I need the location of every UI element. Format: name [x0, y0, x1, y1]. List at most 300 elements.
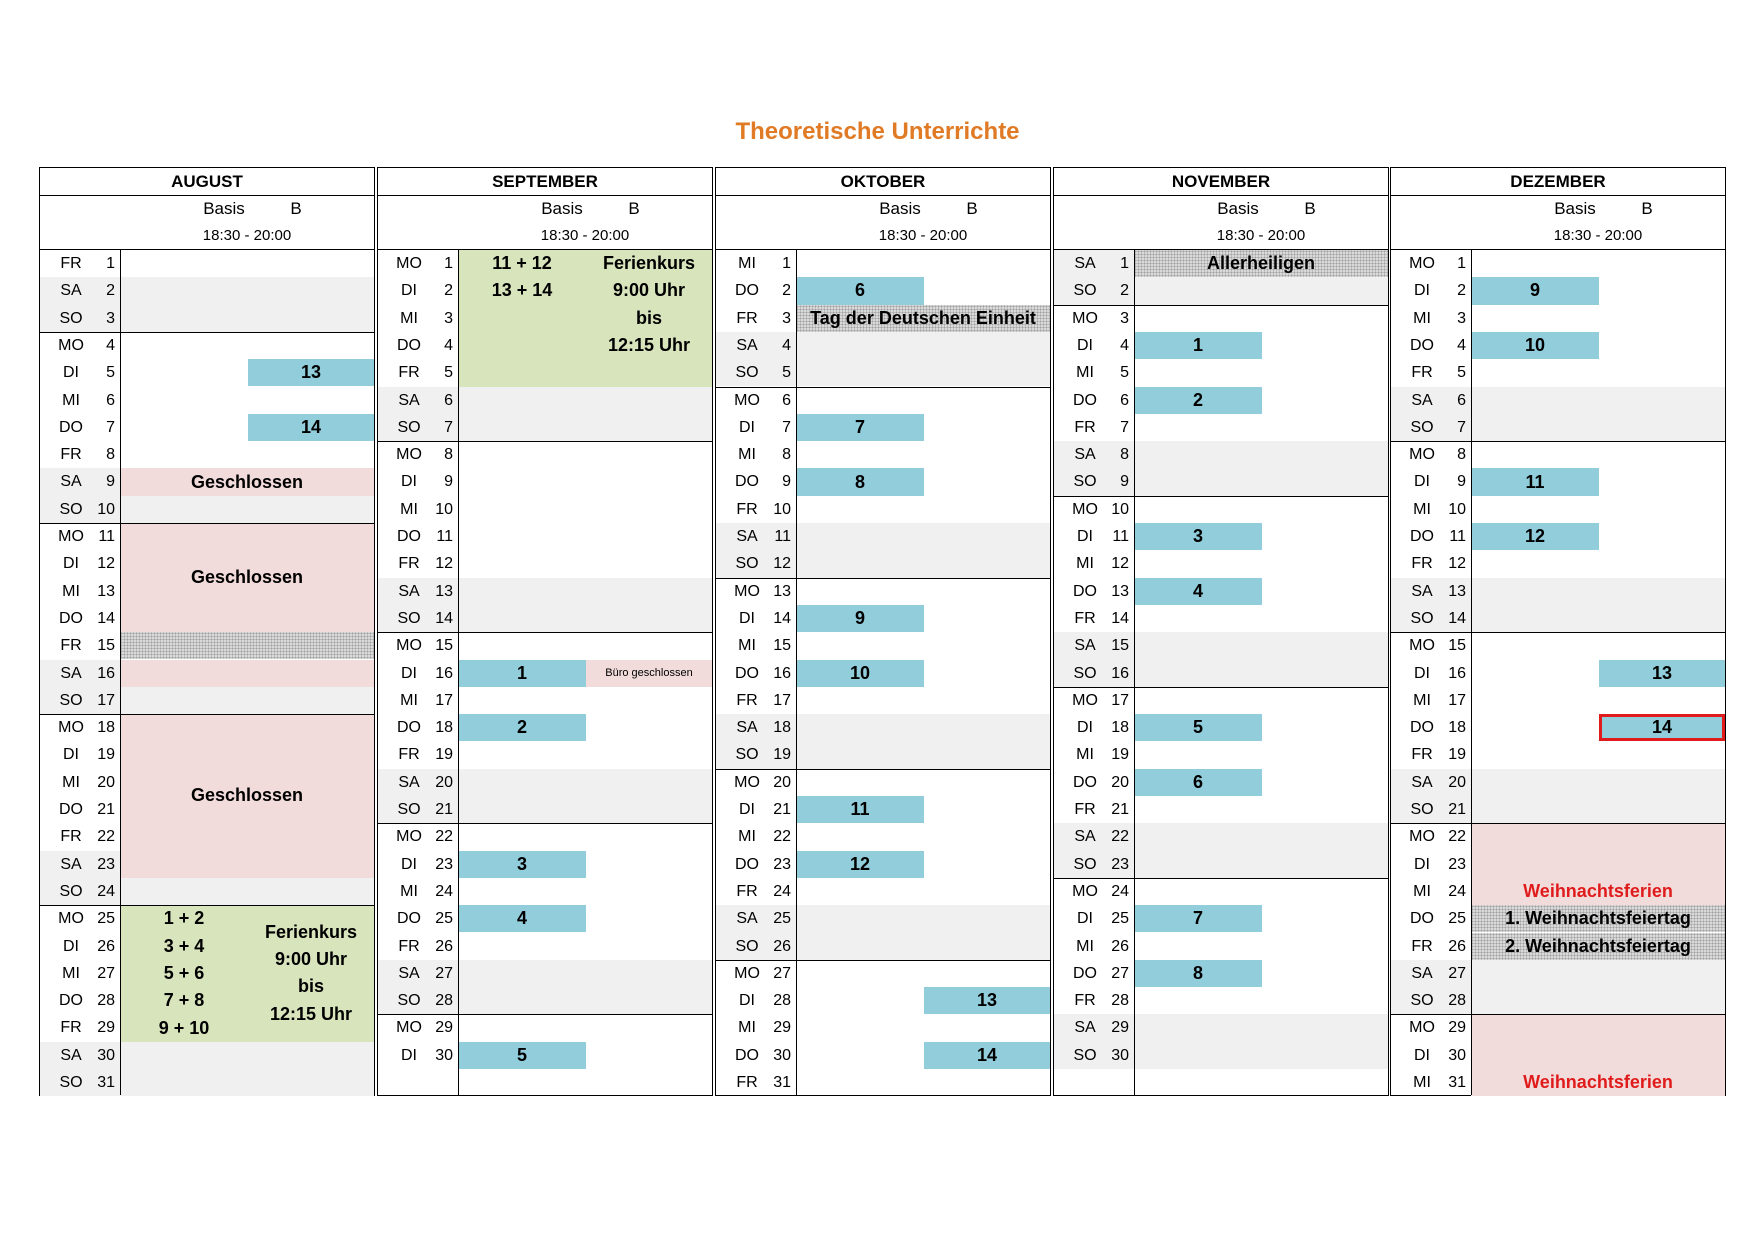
- day-row: [1054, 660, 1134, 687]
- weekday-label: SA: [1411, 773, 1433, 791]
- day-number: 20: [1111, 773, 1129, 791]
- day-number: 14: [773, 609, 791, 627]
- day-row: [1391, 441, 1471, 468]
- day-number: 12: [1111, 555, 1129, 573]
- week-separator: [1391, 1014, 1471, 1015]
- day-row: [1391, 1014, 1471, 1041]
- weekday-label: DI: [401, 1046, 417, 1064]
- day-number: 21: [435, 801, 453, 818]
- day-row: [1054, 305, 1134, 332]
- basis-column-header: Basis: [879, 199, 921, 218]
- ferienkurs-line: 12:15 Uhr: [269, 1003, 353, 1024]
- day-row: [40, 578, 120, 605]
- day-row: [1054, 878, 1134, 905]
- day-row: [1054, 359, 1134, 386]
- lesson-basis-5: 5: [458, 1042, 586, 1069]
- weekday-label: FR: [398, 364, 420, 382]
- weekday-label: MO: [58, 910, 84, 928]
- day-row: [1054, 933, 1134, 960]
- weekday-label: FR: [1074, 418, 1096, 436]
- day-number: 20: [435, 773, 453, 791]
- week-separator: [796, 769, 1050, 770]
- day-number: 15: [97, 637, 115, 655]
- weekday-label: MO: [1409, 828, 1435, 846]
- week-separator: [458, 441, 712, 442]
- weekday-label: DO: [1410, 528, 1434, 545]
- weekday-label: SO: [59, 882, 83, 900]
- day-number: 14: [97, 609, 115, 627]
- day-number: 4: [106, 336, 115, 354]
- weekday-label: DI: [63, 555, 79, 573]
- month-name: DEZEMBER: [1391, 168, 1725, 196]
- weekday-label: SA: [60, 855, 82, 873]
- weekday-label: SO: [1073, 664, 1097, 682]
- day-number: 16: [1448, 664, 1466, 682]
- weekday-label: FR: [398, 746, 420, 764]
- day-number: 10: [773, 500, 791, 518]
- day-row: [378, 769, 458, 796]
- day-row: [1391, 550, 1471, 577]
- weekday-label: MO: [396, 828, 422, 846]
- weekday-label: SA: [736, 719, 758, 737]
- day-number: 14: [435, 609, 453, 627]
- lesson-b-13: 13: [1599, 660, 1725, 687]
- weekday-label: DI: [739, 418, 755, 436]
- day-row: [378, 933, 458, 960]
- day-number: 24: [97, 882, 115, 900]
- day-number: 12: [773, 555, 791, 573]
- day-number: 22: [1111, 828, 1129, 846]
- day-row: [40, 1069, 120, 1096]
- day-number: 29: [1111, 1019, 1129, 1037]
- month-dezember: [1390, 167, 1726, 1096]
- day-row: [378, 605, 458, 632]
- day-row: [1391, 332, 1471, 359]
- day-row: [1054, 632, 1134, 659]
- column-divider: [120, 250, 121, 1095]
- day-row: [378, 277, 458, 304]
- day-row: [716, 687, 796, 714]
- day-number: 13: [773, 582, 791, 600]
- day-row: [1391, 878, 1471, 905]
- day-number: 18: [435, 719, 453, 737]
- weekday-label: FR: [60, 828, 82, 846]
- ferienkurs-line: bis: [635, 307, 662, 328]
- closed-cell: Geschlossen: [120, 714, 374, 878]
- b-column-header: B: [1304, 199, 1316, 218]
- weekday-label: SO: [1073, 282, 1097, 300]
- day-row: [1054, 1014, 1134, 1041]
- day-number: 5: [444, 364, 453, 382]
- day-row: [716, 987, 796, 1014]
- day-number: 3: [444, 309, 453, 327]
- day-row: [1054, 905, 1134, 932]
- weekday-label: DI: [401, 473, 417, 491]
- day-number: 3: [1120, 309, 1129, 327]
- day-row: [40, 277, 120, 304]
- day-number: 1: [1457, 255, 1466, 272]
- lesson-basis-3: 3: [458, 851, 586, 878]
- lesson-basis-8: 8: [796, 468, 924, 495]
- lesson-basis-7: 7: [1134, 905, 1262, 932]
- day-number: 28: [1111, 992, 1129, 1010]
- day-number: 7: [444, 418, 453, 436]
- lesson-basis-9: 9: [796, 605, 924, 632]
- day-number: 17: [1111, 691, 1129, 709]
- day-number: 15: [773, 637, 791, 655]
- month-name: SEPTEMBER: [378, 168, 712, 196]
- day-row: [378, 796, 458, 823]
- day-row: [378, 523, 458, 550]
- weekday-label: SO: [735, 364, 759, 382]
- ferienkurs-line: 9:00 Uhr: [274, 949, 348, 970]
- day-number: 6: [106, 391, 115, 409]
- week-separator: [796, 387, 1050, 388]
- day-row: [716, 714, 796, 741]
- day-number: 16: [773, 664, 791, 682]
- weekday-label: MI: [1076, 937, 1094, 955]
- day-row: [1054, 550, 1134, 577]
- office-closed-cell: Büro geschlossen: [586, 660, 712, 687]
- day-number: 31: [97, 1074, 115, 1091]
- weekday-label: SO: [735, 555, 759, 573]
- day-number: 20: [97, 773, 115, 791]
- lesson-b-13: 13: [248, 359, 374, 386]
- b-column-header: B: [1641, 199, 1653, 218]
- day-row: [716, 496, 796, 523]
- lesson-basis-10: 10: [1471, 332, 1599, 359]
- basis-column-header: Basis: [541, 199, 583, 218]
- day-number: 30: [97, 1046, 115, 1064]
- weekday-label: MO: [396, 637, 422, 655]
- weekday-label: SO: [59, 1074, 83, 1091]
- weekday-label: SO: [735, 746, 759, 764]
- weekday-label: DO: [735, 473, 759, 491]
- weekday-label: MO: [734, 964, 760, 982]
- day-number: 23: [1111, 855, 1129, 873]
- weekday-label: SA: [398, 773, 420, 791]
- weekday-label: SA: [60, 1046, 82, 1064]
- weekday-label: DO: [59, 609, 83, 627]
- weekday-label: DI: [1414, 282, 1430, 300]
- lesson-basis-7: 7: [796, 414, 924, 441]
- day-row: [1391, 359, 1471, 386]
- week-separator: [40, 332, 120, 333]
- day-row: [378, 1014, 458, 1041]
- day-number: 13: [1448, 582, 1466, 600]
- day-row: [1391, 496, 1471, 523]
- day-number: 11: [436, 528, 453, 545]
- column-divider: [458, 250, 459, 1095]
- day-row: [1054, 823, 1134, 850]
- lesson-basis-6: 6: [796, 277, 924, 304]
- week-separator: [120, 332, 374, 333]
- weekday-label: MI: [1413, 691, 1431, 709]
- lesson-time: 18:30 - 20:00: [540, 227, 630, 244]
- day-number: 27: [1448, 964, 1466, 982]
- day-row: [716, 1042, 796, 1069]
- week-separator: [1054, 496, 1134, 497]
- weekday-label: SA: [1074, 828, 1096, 846]
- day-row: [40, 441, 120, 468]
- day-row: [716, 933, 796, 960]
- weekday-label: SO: [397, 609, 421, 627]
- ferienkurs-lesson: 9 + 10: [158, 1017, 210, 1038]
- week-separator: [716, 769, 796, 770]
- day-row: [1054, 987, 1134, 1014]
- day-row: [1054, 741, 1134, 768]
- day-number: 9: [782, 473, 791, 491]
- day-number: 16: [435, 664, 453, 682]
- week-separator: [458, 1014, 712, 1015]
- lesson-time: 18:30 - 20:00: [202, 227, 292, 244]
- weekday-label: DO: [735, 282, 759, 300]
- weekday-label: SA: [1074, 637, 1096, 655]
- day-number: 3: [1457, 309, 1466, 327]
- day-row: [40, 987, 120, 1014]
- ferienkurs-line: Ferienkurs: [602, 253, 696, 273]
- weekday-label: MO: [734, 582, 760, 600]
- day-number: 7: [1120, 418, 1129, 436]
- day-number: 6: [1457, 391, 1466, 409]
- weekday-label: MO: [1072, 691, 1098, 709]
- weekday-label: FR: [1411, 555, 1433, 573]
- weekday-label: DO: [1410, 910, 1434, 928]
- day-row: [1054, 277, 1134, 304]
- weekday-label: DO: [397, 910, 421, 928]
- day-row: [716, 741, 796, 768]
- day-number: 29: [97, 1019, 115, 1037]
- weekday-label: SO: [1073, 855, 1097, 873]
- closed-cell: Geschlossen: [120, 468, 374, 495]
- day-number: 21: [773, 801, 791, 818]
- day-row: [40, 332, 120, 359]
- closed-cell: Geschlossen: [120, 523, 374, 632]
- week-separator: [1391, 441, 1471, 442]
- day-number: 10: [1448, 500, 1466, 518]
- weekday-label: MO: [1072, 882, 1098, 900]
- day-row: [1054, 441, 1134, 468]
- day-row: [378, 660, 458, 687]
- week-separator: [796, 960, 1050, 961]
- day-row: [378, 741, 458, 768]
- day-row: [716, 332, 796, 359]
- weekday-label: MO: [396, 446, 422, 464]
- day-row: [1391, 250, 1471, 277]
- day-row: [378, 714, 458, 741]
- weekday-label: DI: [401, 664, 417, 682]
- day-row: [716, 905, 796, 932]
- month-oktober: [715, 167, 1051, 1096]
- day-row: [716, 523, 796, 550]
- week-separator: [1134, 878, 1388, 879]
- weekday-label: MO: [734, 773, 760, 791]
- day-number: 1: [782, 255, 791, 272]
- day-number: 8: [782, 446, 791, 464]
- weekday-label: DI: [1414, 1046, 1430, 1064]
- weekday-label: MO: [1072, 500, 1098, 518]
- day-number: 27: [97, 964, 115, 982]
- lesson-basis-9: 9: [1471, 277, 1599, 304]
- lesson-basis-5: 5: [1134, 714, 1262, 741]
- weekday-label: MI: [1076, 746, 1094, 764]
- weekday-label: SO: [1410, 801, 1434, 818]
- week-separator: [1471, 823, 1725, 824]
- weekday-label: MI: [738, 255, 756, 272]
- week-separator: [378, 632, 458, 633]
- day-number: 26: [97, 937, 115, 955]
- week-separator: [716, 960, 796, 961]
- day-number: 17: [435, 691, 453, 709]
- day-row: [1054, 468, 1134, 495]
- day-number: 23: [1448, 855, 1466, 873]
- day-row: [40, 851, 120, 878]
- day-number: 31: [1448, 1074, 1466, 1091]
- day-number: 22: [97, 828, 115, 846]
- day-row: [716, 960, 796, 987]
- day-number: 16: [1111, 664, 1129, 682]
- weekday-label: DI: [63, 364, 79, 382]
- day-row: [1054, 414, 1134, 441]
- day-number: 23: [773, 855, 791, 873]
- day-number: 15: [1111, 637, 1129, 655]
- weekday-label: MO: [1409, 446, 1435, 464]
- weekday-label: MI: [1413, 1074, 1431, 1091]
- weekday-label: SO: [397, 992, 421, 1010]
- weekday-label: MI: [1413, 309, 1431, 327]
- weekday-label: DO: [397, 719, 421, 737]
- lesson-time: 18:30 - 20:00: [878, 227, 968, 244]
- column-divider: [1134, 250, 1135, 1095]
- lesson-basis-11: 11: [1471, 468, 1599, 495]
- day-row: [716, 660, 796, 687]
- week-separator: [120, 905, 374, 906]
- weekday-label: FR: [60, 446, 82, 464]
- day-row: [40, 687, 120, 714]
- weekday-label: MI: [1076, 364, 1094, 382]
- weekday-label: MI: [738, 446, 756, 464]
- week-separator: [1391, 632, 1471, 633]
- day-number: 5: [782, 364, 791, 382]
- day-number: 9: [1457, 473, 1466, 491]
- weekday-label: MI: [62, 773, 80, 791]
- day-row: [378, 414, 458, 441]
- day-number: 25: [1111, 910, 1129, 928]
- weekday-label: SA: [1411, 964, 1433, 982]
- weekday-label: DO: [59, 418, 83, 436]
- day-number: 8: [444, 446, 453, 464]
- weekday-label: SA: [398, 391, 420, 409]
- week-separator: [1134, 496, 1388, 497]
- day-number: 10: [97, 500, 115, 518]
- lesson-basis-1: 1: [1134, 332, 1262, 359]
- weekday-label: FR: [736, 500, 758, 518]
- day-number: 7: [782, 418, 791, 436]
- weekday-label: FR: [60, 637, 82, 655]
- weekday-label: DO: [397, 528, 421, 545]
- day-number: 25: [435, 910, 453, 928]
- day-number: 29: [1448, 1019, 1466, 1037]
- weekday-label: MI: [738, 828, 756, 846]
- weekday-label: SA: [60, 473, 82, 491]
- month-november: [1053, 167, 1389, 1096]
- day-number: 24: [773, 882, 791, 900]
- day-number: 26: [1448, 937, 1466, 955]
- column-divider: [1471, 250, 1472, 1095]
- day-row: [716, 387, 796, 414]
- day-row: [378, 1042, 458, 1069]
- day-row: [1391, 660, 1471, 687]
- day-number: 9: [1120, 473, 1129, 491]
- day-number: 13: [1111, 582, 1129, 600]
- day-number: 2: [106, 282, 115, 300]
- day-row: [1054, 496, 1134, 523]
- weekday-label: MI: [1413, 882, 1431, 900]
- day-number: 14: [1448, 609, 1466, 627]
- day-number: 4: [1457, 336, 1466, 354]
- month-name: AUGUST: [40, 168, 374, 196]
- day-number: 17: [1448, 691, 1466, 709]
- day-row: [40, 523, 120, 550]
- weekday-label: DI: [63, 937, 79, 955]
- weekday-label: SA: [1074, 1019, 1096, 1037]
- weekday-label: DI: [1414, 664, 1430, 682]
- weekday-label: MO: [58, 528, 84, 545]
- weekday-label: SO: [735, 937, 759, 955]
- day-number: 9: [444, 473, 453, 491]
- holiday-label: Weihnachtsferien: [1523, 1072, 1673, 1093]
- month-name: NOVEMBER: [1054, 168, 1388, 196]
- ferienkurs-label: [248, 905, 374, 1042]
- day-number: 30: [435, 1046, 453, 1064]
- weekday-label: SA: [398, 582, 420, 600]
- day-number: 3: [782, 309, 791, 327]
- day-number: 30: [1111, 1046, 1129, 1064]
- day-row: [1391, 1069, 1471, 1096]
- day-row: [40, 823, 120, 850]
- weekday-label: MO: [1072, 309, 1098, 327]
- holiday-cell: Allerheiligen: [1134, 250, 1388, 277]
- day-row: [1054, 523, 1134, 550]
- lesson-b-14: 14: [924, 1042, 1050, 1069]
- day-row: [40, 905, 120, 932]
- weekday-label: MO: [734, 391, 760, 409]
- day-number: 22: [435, 828, 453, 846]
- day-row: [378, 578, 458, 605]
- day-row: [378, 632, 458, 659]
- weekday-label: FR: [736, 691, 758, 709]
- day-number: 2: [1457, 282, 1466, 300]
- weekday-label: DO: [59, 801, 83, 818]
- day-number: 15: [435, 637, 453, 655]
- day-row: [40, 1042, 120, 1069]
- day-row: [40, 660, 120, 687]
- lesson-basis-2: 2: [458, 714, 586, 741]
- day-row: [716, 1014, 796, 1041]
- lesson-time: 18:30 - 20:00: [1216, 227, 1306, 244]
- weekday-label: DI: [739, 609, 755, 627]
- weekday-label: SO: [59, 691, 83, 709]
- day-row: [378, 441, 458, 468]
- weekday-label: MO: [396, 255, 422, 272]
- week-separator: [716, 578, 796, 579]
- weekday-label: MO: [396, 1019, 422, 1037]
- weekday-label: FR: [736, 882, 758, 900]
- day-number: 14: [1111, 609, 1129, 627]
- day-number: 25: [773, 910, 791, 928]
- day-number: 28: [435, 992, 453, 1010]
- weekday-label: SA: [1411, 391, 1433, 409]
